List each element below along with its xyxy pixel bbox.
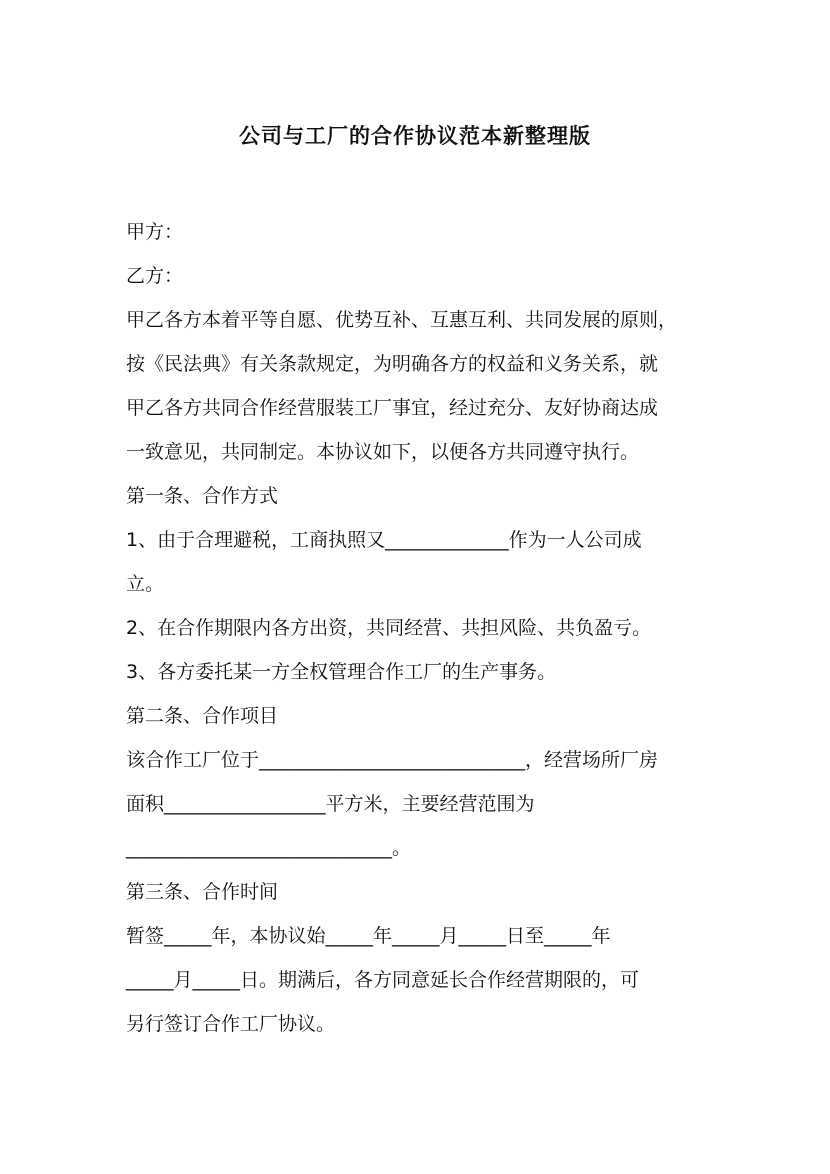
preamble-line-2: 按《民法典》有关条款规定，为明确各方的权益和义务关系，就 (126, 353, 659, 375)
article-3-line-3: 另行签订合作工厂协议。 (126, 1013, 336, 1035)
document-title: 公司与工厂的合作协议范本新整理版 (239, 124, 591, 148)
party-a-line: 甲方： (126, 221, 184, 243)
article-1-item-3: 3、各方委托某一方全权管理合作工厂的生产事务。 (126, 661, 557, 683)
party-b-line: 乙方： (126, 265, 184, 287)
article-2-line-3: ____________________________。 (126, 837, 412, 859)
preamble-line-4: 一致意见，共同制定。本协议如下，以便各方共同遵守执行。 (126, 441, 640, 463)
article-2-heading: 第二条、合作项目 (126, 705, 279, 727)
article-3-heading: 第三条、合作时间 (126, 881, 279, 903)
article-3-line-2: _____月_____日。期满后，各方同意延长合作经营期限的，可 (126, 969, 640, 991)
article-2-line-2: 面积_________________平方米，主要经营范围为 (126, 793, 535, 815)
article-1-heading: 第一条、合作方式 (126, 485, 279, 507)
preamble-line-3: 甲乙各方共同合作经营服装工厂事宜，经过充分、友好协商达成 (126, 397, 659, 419)
article-1-item-2: 2、在合作期限内各方出资，共同经营、共担风险、共负盈亏。 (126, 617, 652, 639)
article-2-line-1: 该合作工厂位于____________________________，经营场所厂房 (126, 749, 659, 771)
article-1-item-1-cont: 立。 (126, 573, 165, 595)
preamble-line-1: 甲乙各方本着平等自愿、优势互补、互惠互利、共同发展的原则， (126, 309, 678, 331)
article-3-line-1: 暂签_____年，本协议始_____年_____月_____日至_____年 (126, 925, 611, 947)
article-1-item-1: 1、由于合理避税，工商执照又_____________作为一人公司成 (126, 529, 642, 551)
